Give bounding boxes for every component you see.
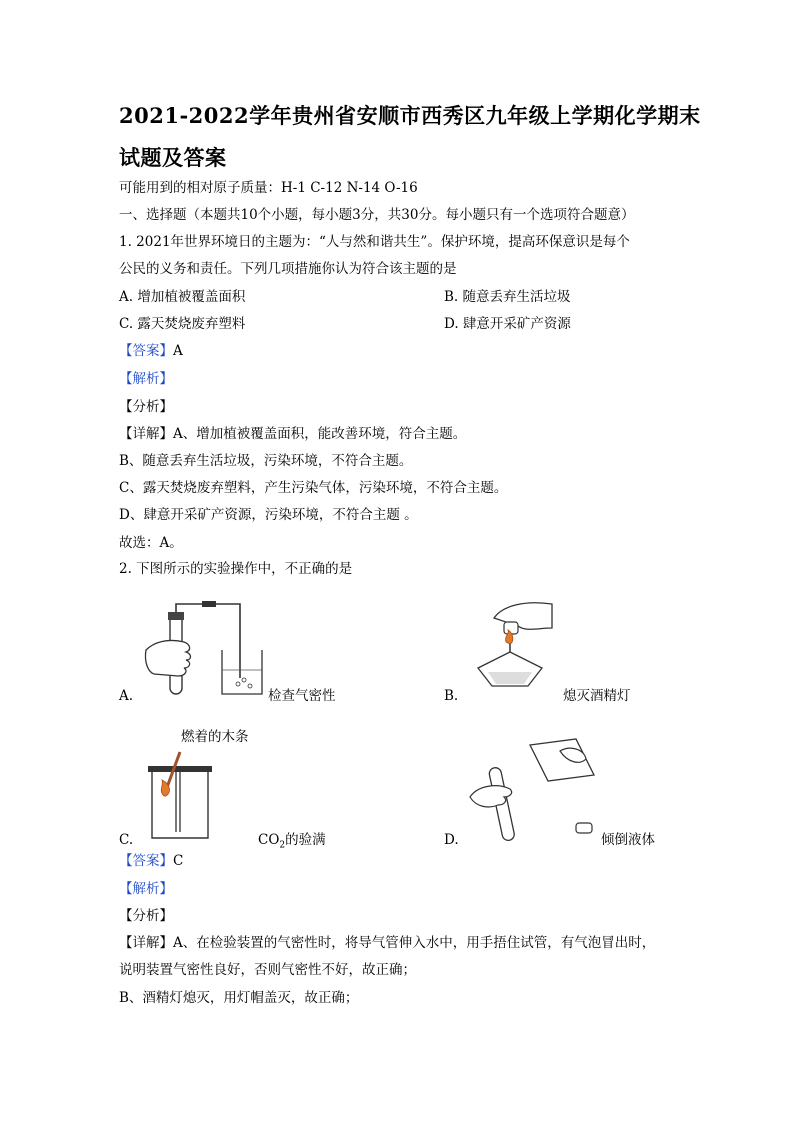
- q1-option-d: D. 肆意开采矿产资源: [444, 316, 571, 332]
- q1-conclusion: 故选：A。: [119, 535, 183, 551]
- q1-fenxi-tag: 【分析】: [119, 399, 173, 415]
- detail-tag: 【详解】: [119, 426, 173, 442]
- fig-c-top-label: 燃着的木条: [181, 729, 249, 745]
- q1-stem-line1: 1. 2021年世界环境日的主题为：“人与然和谐共生”。保护环境，提高环保意识是每个: [119, 234, 630, 250]
- q1-stem-line2: 公民的义务和责任。下列几项措施你认为符合该主题的是: [119, 261, 457, 277]
- fig-d-label: D.: [444, 832, 459, 848]
- answer-value: A: [173, 343, 183, 359]
- hand-shape: [470, 786, 512, 807]
- bubble: [248, 684, 252, 688]
- figure-co2-check: [146, 750, 216, 842]
- q1-option-c: C. 露天焚烧废弃塑料: [119, 316, 246, 332]
- co2-text: CO: [258, 832, 280, 848]
- fig-d-caption: 倾倒液体: [601, 832, 655, 848]
- q1-detail-a: [119, 424, 466, 444]
- doc-title-line2: 试题及答案: [119, 145, 227, 170]
- detail-a-text: A、在检验装置的气密性时，将导气管伸入水中，用手捂住试管，有气泡冒出时，: [173, 935, 656, 951]
- q2-fenxi-tag: 【分析】: [119, 908, 173, 924]
- stopper-shape: [168, 612, 184, 620]
- answer-value: C: [173, 853, 184, 869]
- hand-shape: [145, 640, 190, 676]
- q2-analysis-tag: 【解析】: [119, 881, 173, 897]
- q1-detail-c: C、露天焚烧废弃塑料，产生污染气体，污染环境，不符合主题。: [119, 480, 508, 496]
- rubber-joint: [202, 601, 216, 607]
- figure-alcohol-lamp: [468, 598, 558, 698]
- figure-pouring-liquid: [468, 735, 608, 845]
- q1-option-b: B. 随意丢弃生活垃圾: [444, 289, 571, 305]
- atomic-masses: 可能用到的相对原子质量：H-1 C-12 N-14 O-16: [119, 180, 418, 196]
- figure-airtightness-check: [138, 598, 268, 702]
- fig-b-label: B.: [444, 688, 459, 704]
- q1-answer: [119, 341, 183, 361]
- section-heading: 一、选择题（本题共10个小题，每小题3分，共30分。每小题只有一个选项符合题意）: [119, 207, 635, 223]
- q1-detail-b: B、随意丢弃生活垃圾，污染环境，不符合主题。: [119, 453, 413, 469]
- hand-shape: [494, 603, 552, 630]
- bubble: [236, 682, 240, 686]
- fig-c-caption: [258, 830, 326, 856]
- q2-detail-a-line2: 说明装置气密性良好，否则气密性不好，故正确；: [119, 962, 416, 978]
- detail-tag: 【详解】: [119, 935, 173, 951]
- fig-b-caption: 熄灭酒精灯: [563, 688, 631, 704]
- bottle-mouth: [148, 766, 212, 772]
- answer-tag: 【答案】: [119, 853, 173, 869]
- bubble: [242, 678, 246, 682]
- beaker-shape: [222, 650, 262, 694]
- q2-detail-a-line1: [119, 933, 655, 953]
- q2-stem: 2. 下图所示的实验操作中，不正确的是: [119, 561, 353, 577]
- q1-analysis-tag: 【解析】: [119, 371, 173, 387]
- answer-tag: 【答案】: [119, 343, 173, 359]
- fig-a-caption: 检查气密性: [268, 688, 336, 704]
- fig-a-label: A.: [119, 688, 134, 704]
- co2-subscript: 2: [279, 840, 286, 851]
- caption-rest: 的验满: [285, 832, 326, 848]
- q1-option-a: A. 增加植被覆盖面积: [119, 289, 246, 305]
- doc-title-line1: 2021-2022学年贵州省安顺市西秀区九年级上学期化学期末: [119, 103, 701, 128]
- q2-answer: [119, 851, 183, 871]
- q1-detail-d: D、肆意开采矿产资源，污染环境，不符合主题 。: [119, 507, 418, 523]
- detail-a-text: A、增加植被覆盖面积，能改善环境，符合主题。: [173, 426, 467, 442]
- bottle-stopper: [576, 823, 592, 833]
- q2-detail-b: B、酒精灯熄灭，用灯帽盖灭，故正确；: [119, 990, 359, 1006]
- fig-c-label: C.: [119, 832, 134, 848]
